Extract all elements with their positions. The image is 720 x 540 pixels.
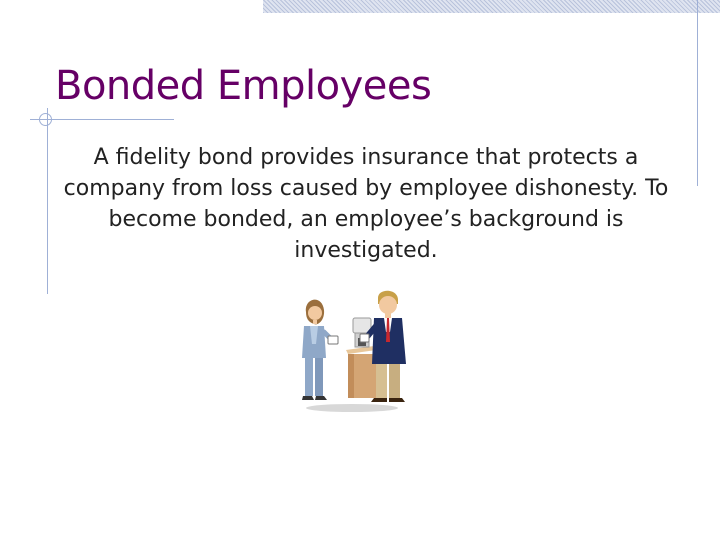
slide-body-text: A fidelity bond provides insurance that protects a company from loss caused by employee dishonesty. To become bonded, an employee’s background is investigated. — [63, 145, 669, 263]
office-workers-coffee-icon — [290, 286, 418, 414]
slide-title: Bonded Employees — [55, 63, 432, 109]
decorative-hatch-band — [263, 0, 720, 13]
decorative-vertical-line-left — [47, 108, 48, 294]
crosshair-circle-icon — [39, 113, 52, 126]
decorative-vertical-line-right — [697, 0, 698, 186]
